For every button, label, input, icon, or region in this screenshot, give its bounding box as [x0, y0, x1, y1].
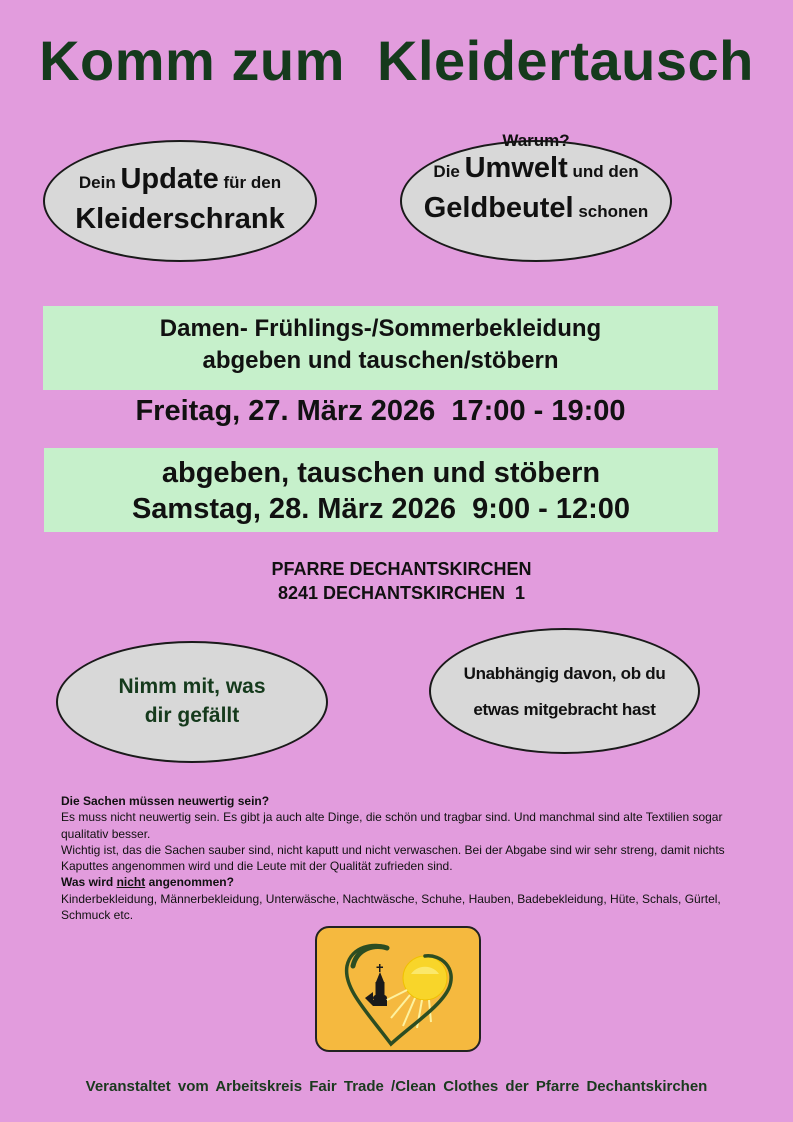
- bubble-warum-big2: Geldbeutel: [423, 192, 574, 224]
- footer-organizer: Veranstaltet vom Arbeitskreis Fair Trade /Clean Clothes der Pfarre Dechantskirchen: [85, 1078, 708, 1095]
- church-heart-sun-logo: [315, 926, 481, 1052]
- bubble-nimm: [56, 641, 328, 763]
- bubble-warum-post: schonen: [573, 202, 649, 221]
- bubble-unabh-line1: Unabhängig davon, ob du: [463, 664, 666, 683]
- bubble-update-big: Update: [120, 163, 219, 195]
- info-question-2: Was wird nicht angenommen?: [61, 875, 234, 890]
- info-paragraph-1: Es muss nicht neuwertig sein. Es gibt ja auch alte Dinge, die schön und tragbar sind. Und manchmal sind alte Textilien sogar qualitativ besser.: [61, 810, 723, 841]
- bubble-nimm-line1: Nimm mit, was: [118, 675, 266, 698]
- address-line1: PFARRE DECHANTSKIRCHEN: [271, 559, 532, 579]
- box1-line2: abgeben und tauschen/stöbern: [202, 347, 559, 374]
- logo-graphic-icon: [317, 928, 479, 1050]
- bubble-update-line2: Kleiderschrank: [75, 203, 285, 235]
- bubble-update-post: für den: [218, 173, 282, 192]
- bubble-unabh-line2: etwas mitgebracht hast: [473, 700, 656, 719]
- bubble-warum-pre: Die: [433, 162, 465, 181]
- bubble-warum: [400, 131, 672, 262]
- bubble-nimm-line2: dir gefällt: [144, 704, 240, 727]
- info-text: [61, 793, 733, 923]
- page-title: Komm zum Kleidertausch: [39, 29, 754, 92]
- bubble-warum-big1: Umwelt: [464, 152, 568, 184]
- info-box-saturday: [44, 448, 718, 532]
- info-question-1: Die Sachen müssen neuwertig sein?: [61, 794, 270, 808]
- box1-line1: Damen- Frühlings-/Sommerbekleidung: [159, 315, 602, 342]
- address: [0, 557, 793, 605]
- bubble-update-pre: Dein: [78, 173, 121, 192]
- bubble-unabhaengig: [429, 628, 700, 754]
- friday-date: Freitag, 27. März 2026 17:00 - 19:00: [135, 395, 626, 427]
- bubble-warum-question: Warum?: [502, 131, 570, 150]
- info-paragraph-2: Wichtig ist, das die Sachen sauber sind, nicht kaputt und nicht verwaschen. Bei der Abgabe sind wir sehr streng, damit nichts Kaputtes angenommen wird und die Leute mit der Qualität zufrieden sind.: [61, 842, 725, 874]
- info-box-friday: [43, 306, 718, 390]
- box2-line1: abgeben, tauschen und stöbern: [161, 457, 601, 489]
- address-line2: 8241 DECHANTSKIRCHEN 1: [277, 583, 526, 603]
- box2-line2: Samstag, 28. März 2026 9:00 - 12:00: [131, 493, 631, 525]
- bubble-warum-mid: und den: [567, 162, 639, 181]
- info-paragraph-3: Kinderbekleidung, Männerbekleidung, Unterwäsche, Nachtwäsche, Schuhe, Hauben, Badebekleidung, Hüte, Schals, Gürtel, Schmuck etc.: [61, 891, 721, 923]
- bubble-update: [43, 140, 317, 262]
